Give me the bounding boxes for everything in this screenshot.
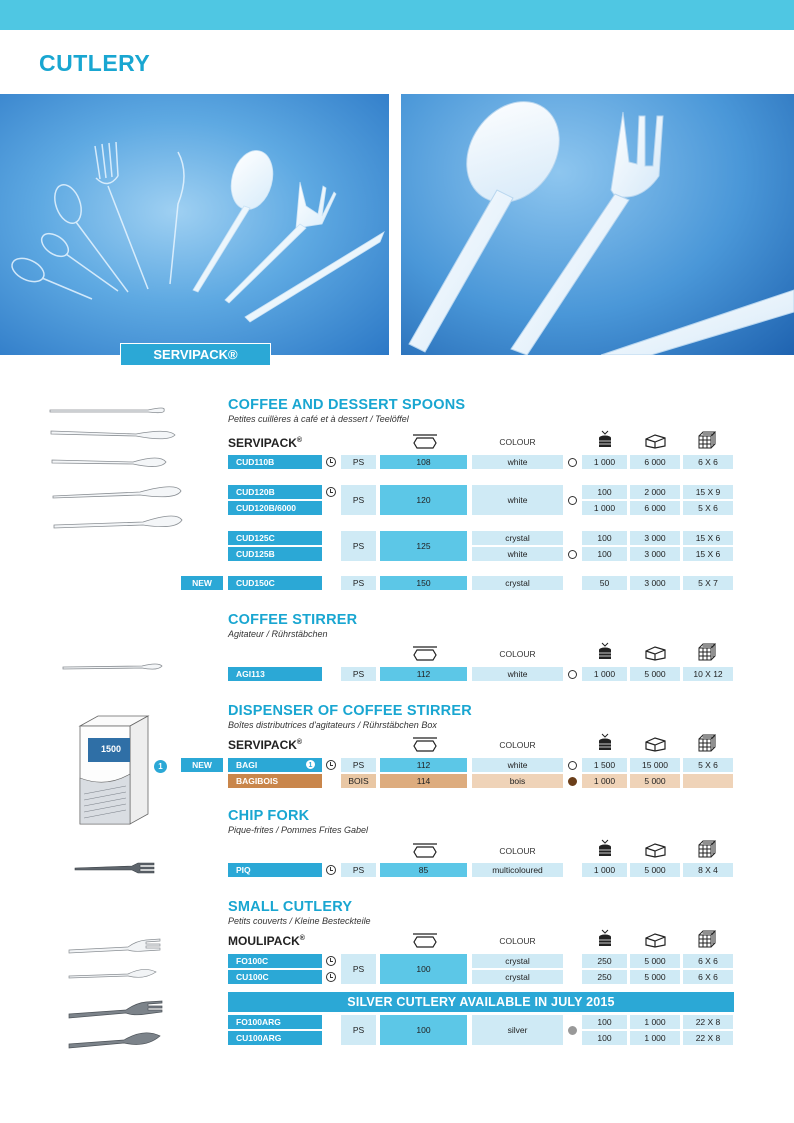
box-qty-cell: 2 000 xyxy=(630,485,680,499)
colour-cell: white xyxy=(472,547,563,561)
column-header-colour: COLOUR xyxy=(499,437,536,447)
box-qty-cell: 1 000 xyxy=(630,1031,680,1045)
colour-cell: crystal xyxy=(472,531,563,545)
colour-cell: white xyxy=(472,667,563,681)
pallet-cell: 6 X 6 xyxy=(683,970,733,984)
pallet-cell: 8 X 4 xyxy=(683,863,733,877)
stack-roll-icon xyxy=(598,929,612,954)
product-code-cud120b-6000: CUD120B/6000 xyxy=(228,501,322,515)
capacity-cell: 125 xyxy=(380,531,467,561)
product-code-agi113: AGI113 xyxy=(228,667,322,681)
pallet-cell: 22 X 8 xyxy=(683,1015,733,1029)
product-code-fo100arg: FO100ARG xyxy=(228,1015,322,1029)
product-code-cu100c: CU100C xyxy=(228,970,322,984)
colour-cell: bois xyxy=(472,774,563,788)
column-header-colour: COLOUR xyxy=(499,740,536,750)
box-qty-cell: 15 000 xyxy=(630,758,680,772)
note-badge: 1 xyxy=(154,760,167,773)
box-qty-cell: 5 000 xyxy=(630,863,680,877)
carton-box-icon xyxy=(643,842,667,863)
colour-swatch-white xyxy=(568,496,577,505)
colour-swatch-white xyxy=(568,761,577,770)
pallet-cell: 15 X 9 xyxy=(683,485,733,499)
product-code-cud150c: CUD150C xyxy=(228,576,322,590)
carton-box-icon xyxy=(643,736,667,757)
tray-outline-icon xyxy=(411,843,439,864)
servipack-brand-tag: SERVIPACK® xyxy=(120,343,271,366)
pallet-cell: 5 X 6 xyxy=(683,501,733,515)
stack-roll-icon xyxy=(598,733,612,758)
photo-transparent-cutlery xyxy=(0,94,389,355)
cube-grid-icon xyxy=(698,431,716,454)
spoons-product-image xyxy=(48,400,188,535)
product-code-cud125c: CUD125C xyxy=(228,531,322,545)
colour-cell: crystal xyxy=(472,970,563,984)
stack-roll-icon xyxy=(598,430,612,455)
top-bar xyxy=(0,0,794,30)
small-cutlery-product-image xyxy=(66,936,166,1056)
box-qty-cell: 5 000 xyxy=(630,667,680,681)
box-qty-cell: 1 000 xyxy=(630,1015,680,1029)
box-qty-cell: 5 000 xyxy=(630,954,680,968)
clock-icon xyxy=(326,760,336,770)
tray-outline-icon xyxy=(411,933,439,954)
material-cell: PS xyxy=(341,954,376,984)
qty-cell: 1 000 xyxy=(582,667,627,681)
brand-servipack: SERVIPACK® xyxy=(228,436,303,450)
product-code-fo100c: FO100C xyxy=(228,954,322,968)
capacity-cell: 100 xyxy=(380,1015,467,1045)
colour-cell: silver xyxy=(472,1015,563,1045)
section-subtitle-stirrer: Agitateur / Rührstäbchen xyxy=(228,629,328,639)
qty-cell: 100 xyxy=(582,547,627,561)
capacity-cell: 112 xyxy=(380,667,467,681)
clock-icon xyxy=(326,487,336,497)
colour-cell: crystal xyxy=(472,954,563,968)
tray-outline-icon xyxy=(411,434,439,455)
product-code-cud110b: CUD110B xyxy=(228,455,322,469)
pallet-cell: 15 X 6 xyxy=(683,547,733,561)
box-qty-cell: 3 000 xyxy=(630,576,680,590)
colour-swatch-white xyxy=(568,458,577,467)
product-code-cud120b: CUD120B xyxy=(228,485,322,499)
new-badge: NEW xyxy=(181,576,223,590)
column-header-colour: COLOUR xyxy=(499,936,536,946)
capacity-cell: 114 xyxy=(380,774,467,788)
product-code-bagibois: BAGIBOIS xyxy=(228,774,322,788)
box-qty-cell: 5 000 xyxy=(630,970,680,984)
section-subtitle-dispenser: Boîtes distributrices d'agitateurs / Rührstäbchen Box xyxy=(228,720,437,730)
section-title-dispenser: DISPENSER OF COFFEE STIRRER xyxy=(228,703,472,719)
material-cell: PS xyxy=(341,863,376,877)
carton-box-icon xyxy=(643,932,667,953)
section-title-small-cutlery: SMALL CUTLERY xyxy=(228,899,353,915)
stack-roll-icon xyxy=(598,839,612,864)
colour-cell: white xyxy=(472,455,563,469)
pallet-cell: 5 X 6 xyxy=(683,758,733,772)
section-title-chip-fork: CHIP FORK xyxy=(228,808,310,824)
colour-cell: multicoloured xyxy=(472,863,563,877)
clock-icon xyxy=(326,972,336,982)
qty-cell: 250 xyxy=(582,970,627,984)
pallet-cell: 22 X 8 xyxy=(683,1031,733,1045)
qty-cell: 250 xyxy=(582,954,627,968)
colour-cell: white xyxy=(472,485,563,515)
product-code-cud125b: CUD125B xyxy=(228,547,322,561)
chip-fork-product-image xyxy=(74,860,156,876)
product-code-piq: PIQ xyxy=(228,863,322,877)
column-header-colour: COLOUR xyxy=(499,846,536,856)
dispenser-box-image xyxy=(76,714,152,826)
capacity-cell: 108 xyxy=(380,455,467,469)
column-header-colour: COLOUR xyxy=(499,649,536,659)
qty-cell: 1 000 xyxy=(582,455,627,469)
material-cell: PS xyxy=(341,576,376,590)
stack-roll-icon xyxy=(598,642,612,667)
carton-box-icon xyxy=(643,433,667,454)
pallet-cell: 6 X 6 xyxy=(683,455,733,469)
product-code-cu100arg: CU100ARG xyxy=(228,1031,322,1045)
capacity-cell: 112 xyxy=(380,758,467,772)
material-cell: PS xyxy=(341,531,376,561)
capacity-cell: 120 xyxy=(380,485,467,515)
tray-outline-icon xyxy=(411,737,439,758)
box-qty-cell: 6 000 xyxy=(630,455,680,469)
note-badge: 1 xyxy=(305,759,316,770)
section-title-stirrer: COFFEE STIRRER xyxy=(228,612,358,628)
qty-cell: 1 000 xyxy=(582,863,627,877)
box-qty-cell: 3 000 xyxy=(630,531,680,545)
qty-cell: 1 000 xyxy=(582,774,627,788)
section-subtitle-small-cutlery: Petits couverts / Kleine Besteckteile xyxy=(228,916,371,926)
pallet-cell: 15 X 6 xyxy=(683,531,733,545)
pallet-cell: 10 X 12 xyxy=(683,667,733,681)
qty-cell: 50 xyxy=(582,576,627,590)
cube-grid-icon xyxy=(698,840,716,863)
material-cell: PS xyxy=(341,1015,376,1045)
product-code-bagi: BAGI xyxy=(228,758,322,772)
cube-grid-icon xyxy=(698,643,716,666)
qty-cell: 1 000 xyxy=(582,501,627,515)
section-subtitle-spoons: Petites cuillères à café et à dessert / Teelöffel xyxy=(228,414,409,424)
material-cell: PS xyxy=(341,485,376,515)
colour-swatch-silver xyxy=(568,1026,577,1035)
stirrer-product-image xyxy=(62,660,164,674)
material-cell: PS xyxy=(341,667,376,681)
colour-swatch-white xyxy=(568,550,577,559)
qty-cell: 100 xyxy=(582,531,627,545)
capacity-cell: 85 xyxy=(380,863,467,877)
box-qty-cell: 5 000 xyxy=(630,774,680,788)
capacity-cell: 100 xyxy=(380,954,467,984)
colour-swatch-white xyxy=(568,670,577,679)
qty-cell: 100 xyxy=(582,485,627,499)
clock-icon xyxy=(326,457,336,467)
section-subtitle-chip-fork: Pique-frites / Pommes Frites Gabel xyxy=(228,825,369,835)
silver-cutlery-banner: SILVER CUTLERY AVAILABLE IN JULY 2015 xyxy=(228,992,734,1012)
carton-box-icon xyxy=(643,645,667,666)
qty-cell: 100 xyxy=(582,1031,627,1045)
colour-cell: white xyxy=(472,758,563,772)
box-qty-cell: 3 000 xyxy=(630,547,680,561)
page-title: CUTLERY xyxy=(39,50,151,76)
material-cell: BOIS xyxy=(341,774,376,788)
pallet-cell: 6 X 6 xyxy=(683,954,733,968)
cube-grid-icon xyxy=(698,930,716,953)
cube-grid-icon xyxy=(698,734,716,757)
new-badge: NEW xyxy=(181,758,223,772)
box-qty-cell: 6 000 xyxy=(630,501,680,515)
qty-cell: 1 500 xyxy=(582,758,627,772)
capacity-cell: 150 xyxy=(380,576,467,590)
material-cell: PS xyxy=(341,455,376,469)
photo-white-cutlery xyxy=(401,94,794,355)
brand-moulipack: MOULIPACK® xyxy=(228,934,305,948)
qty-cell: 100 xyxy=(582,1015,627,1029)
material-cell: PS xyxy=(341,758,376,772)
section-title-spoons: COFFEE AND DESSERT SPOONS xyxy=(228,397,466,413)
pallet-cell: 5 X 7 xyxy=(683,576,733,590)
clock-icon xyxy=(326,865,336,875)
pallet-cell xyxy=(683,774,733,788)
dispenser-box-label: 1500 xyxy=(100,744,122,754)
colour-cell: crystal xyxy=(472,576,563,590)
brand-servipack: SERVIPACK® xyxy=(228,738,303,752)
tray-outline-icon xyxy=(411,646,439,667)
colour-swatch-wood xyxy=(568,777,577,786)
clock-icon xyxy=(326,956,336,966)
